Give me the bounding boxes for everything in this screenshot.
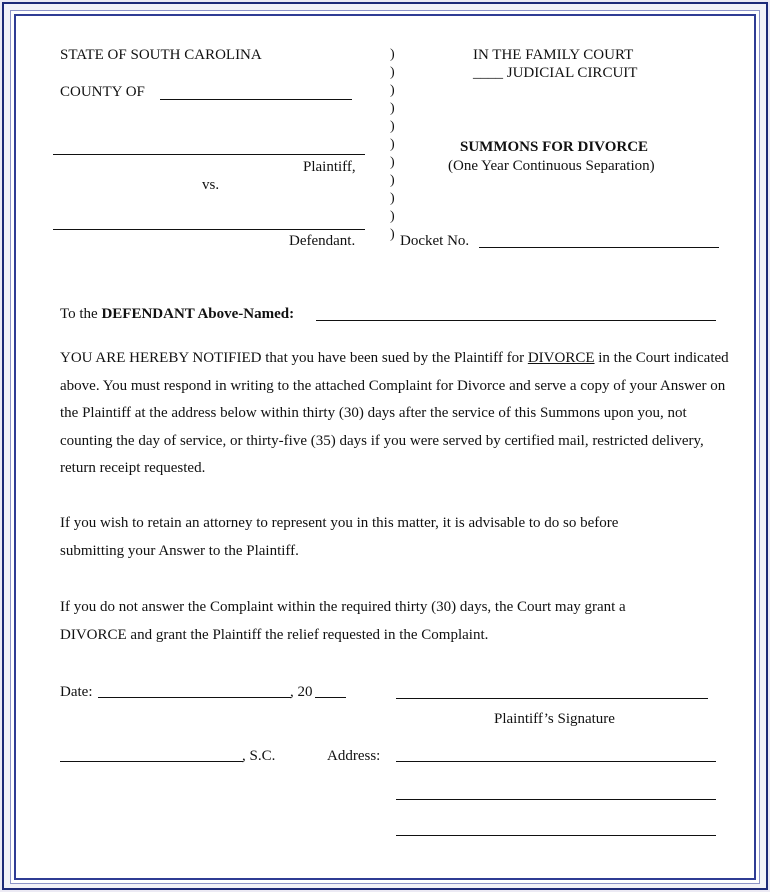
notice-divorce-term: DIVORCE <box>527 350 595 366</box>
addressee-line <box>60 305 294 323</box>
court-name: IN THE FAMILY COURT <box>473 47 634 63</box>
caption-paren: ) <box>390 65 395 80</box>
addressee-defendant: DEFENDANT Above-Named: <box>101 306 295 322</box>
addressee-prefix: To the <box>60 306 102 322</box>
state-abbrev: , S.C. <box>242 748 276 764</box>
year-field[interactable] <box>315 697 346 698</box>
caption-paren: ) <box>390 137 395 152</box>
caption-paren: ) <box>390 47 395 62</box>
signature-field[interactable] <box>396 698 708 699</box>
caption-paren: ) <box>390 173 395 188</box>
county-label: COUNTY OF <box>60 84 145 100</box>
year-prefix: , 20 <box>290 684 313 700</box>
circuit-label: JUDICIAL CIRCUIT <box>506 65 638 81</box>
date-label: Date: <box>60 684 93 700</box>
defendant-label: Defendant. <box>289 233 356 249</box>
circuit-number-field[interactable]: ____ <box>473 65 503 81</box>
document-page <box>14 14 756 880</box>
signature-label: Plaintiff’s Signature <box>494 711 615 727</box>
document-title: SUMMONS FOR DIVORCE <box>460 139 649 155</box>
date-field[interactable] <box>98 697 291 698</box>
caption-paren: ) <box>390 101 395 116</box>
address-label: Address: <box>327 748 381 764</box>
state-name: STATE OF SOUTH CAROLINA <box>60 47 262 63</box>
attorney-paragraph: If you wish to retain an attorney to represent you in this matter, it is advisable to do so before submitting your Answer to the Plaintiff. <box>60 515 619 559</box>
default-paragraph: If you do not answer the Complaint within the required thirty (30) days, the Court may grant a DIVORCE and grant the Plaintiff the relief requested in the Complaint. <box>60 599 626 643</box>
caption-paren: ) <box>390 119 395 134</box>
caption-paren: ) <box>390 227 395 242</box>
docket-label: Docket No. <box>400 233 470 249</box>
defendant-name-field[interactable] <box>53 229 365 230</box>
docket-number-field[interactable] <box>479 247 719 248</box>
notice-paragraph <box>60 345 730 483</box>
caption-paren: ) <box>390 209 395 224</box>
notice-text: YOU ARE HEREBY NOTIFIED that you have been sued by the Plaintiff for <box>60 350 528 366</box>
judicial-circuit <box>473 64 637 82</box>
notice-text-continued: in the Court indicated above. You must respond in writing to the attached Complaint for Divorce and serve a copy of your Answer on the Plaintiff at the address below within thirty (30) days after the service of this Summons upon you, not counting the day of service, or thirty-five (35) days if you were served by certified mail, restricted delivery, return receipt requested. <box>60 350 729 476</box>
city-field[interactable] <box>60 761 243 762</box>
caption-paren: ) <box>390 191 395 206</box>
document-subtitle: (One Year Continuous Separation) <box>448 158 655 174</box>
plaintiff-name-field[interactable] <box>53 154 365 155</box>
plaintiff-label: Plaintiff, <box>303 159 356 175</box>
address-line-3[interactable] <box>396 835 716 836</box>
defendant-addressee-field[interactable] <box>316 320 716 321</box>
caption-paren: ) <box>390 83 395 98</box>
county-field[interactable] <box>160 99 352 100</box>
caption-paren: ) <box>390 155 395 170</box>
versus-label: vs. <box>202 177 220 193</box>
address-line-1[interactable] <box>396 761 716 762</box>
address-line-2[interactable] <box>396 799 716 800</box>
